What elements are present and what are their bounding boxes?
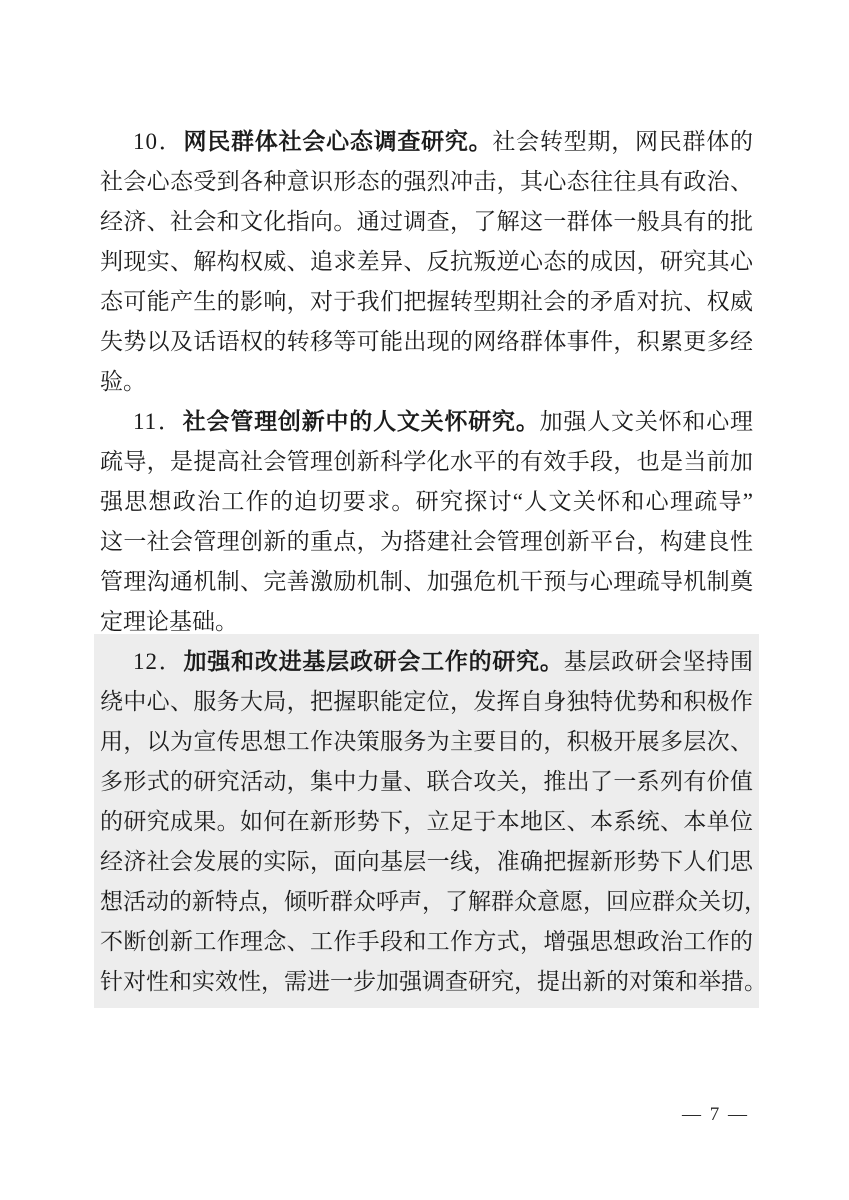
paragraph-12-line: 多形式的研究活动，集中力量、联合攻关，推出了一系列有价值	[100, 769, 753, 794]
paragraph-12-highlight-block	[94, 634, 767, 1008]
paragraph-10-line: 经济、社会和文化指向。通过调查，了解这一群体一般具有的批	[100, 209, 753, 234]
paragraph-12-line: 绕中心、服务大局，把握职能定位，发挥自身独特优势和积极作	[100, 689, 753, 714]
paragraph-10-line: 判现实、解构权威、追求差异、反抗叛逆心态的成因，研究其心	[100, 249, 753, 274]
paragraph-10-line: 社会心态受到各种意识形态的强烈冲击，其心态往往具有政治、	[100, 169, 753, 194]
paragraph-10-first-line	[100, 122, 753, 162]
paragraph-12-line: 经济社会发展的实际，面向基层一线，准确把握新形势下人们思	[100, 849, 753, 874]
paragraph-12-first-line-text: 基层政研会坚持围	[563, 649, 754, 674]
paragraph-11-line: 这一社会管理创新的重点，为搭建社会管理创新平台，构建良性	[100, 529, 753, 554]
paragraph-10-title: 网民群体社会心态调查研究。	[183, 129, 493, 154]
paragraph-12-line: 想活动的新特点，倾听群众呼声，了解群众意愿，回应群众关切，	[100, 889, 767, 914]
paragraph-12-line: 针对性和实效性，需进一步加强调查研究，提出新的对策和举措。	[100, 969, 767, 994]
paragraph-10-first-line-text: 社会转型期，网民群体的	[492, 129, 754, 154]
page-number: — 7 —	[682, 1104, 749, 1125]
paragraph-12-line: 不断创新工作理念、工作手段和工作方式，增强思想政治工作的	[100, 929, 753, 954]
paragraph-11-number: 11．	[133, 409, 183, 434]
paragraph-10-line: 验。	[100, 369, 146, 394]
paragraph-10	[100, 122, 753, 402]
paragraph-11-line: 疏导，是提高社会管理创新科学化水平的有效手段，也是当前加	[100, 449, 753, 474]
paragraph-10-line: 失势以及话语权的转移等可能出现的网络群体事件，积累更多经	[100, 329, 753, 354]
paragraph-12-line: 用，以为宣传思想工作决策服务为主要目的，积极开展多层次、	[100, 729, 753, 754]
paragraph-11	[100, 402, 753, 642]
paragraph-12-title: 加强和改进基层政研会工作的研究。	[183, 649, 564, 674]
paragraph-11-line: 定理论基础。	[100, 609, 238, 634]
paragraph-12-first-line	[100, 642, 753, 682]
paragraph-12-number: 12．	[133, 649, 184, 674]
paragraph-11-first-line	[100, 402, 753, 442]
paragraph-10-number: 10．	[133, 129, 184, 154]
paragraph-11-line: 强思想政治工作的迫切要求。研究探讨“人文关怀和心理疏导”	[100, 489, 753, 514]
paragraph-10-line: 态可能产生的影响，对于我们把握转型期社会的矛盾对抗、权威	[100, 289, 753, 314]
paragraph-12-line: 的研究成果。如何在新形势下，立足于本地区、本系统、本单位	[100, 809, 753, 834]
paragraph-11-title: 社会管理创新中的人文关怀研究。	[182, 409, 540, 434]
paragraph-11-line: 管理沟通机制、完善激励机制、加强危机干预与心理疏导机制奠	[100, 569, 753, 594]
paragraph-11-first-line-text: 加强人文关怀和心理	[539, 409, 753, 434]
text-column	[100, 122, 767, 1002]
